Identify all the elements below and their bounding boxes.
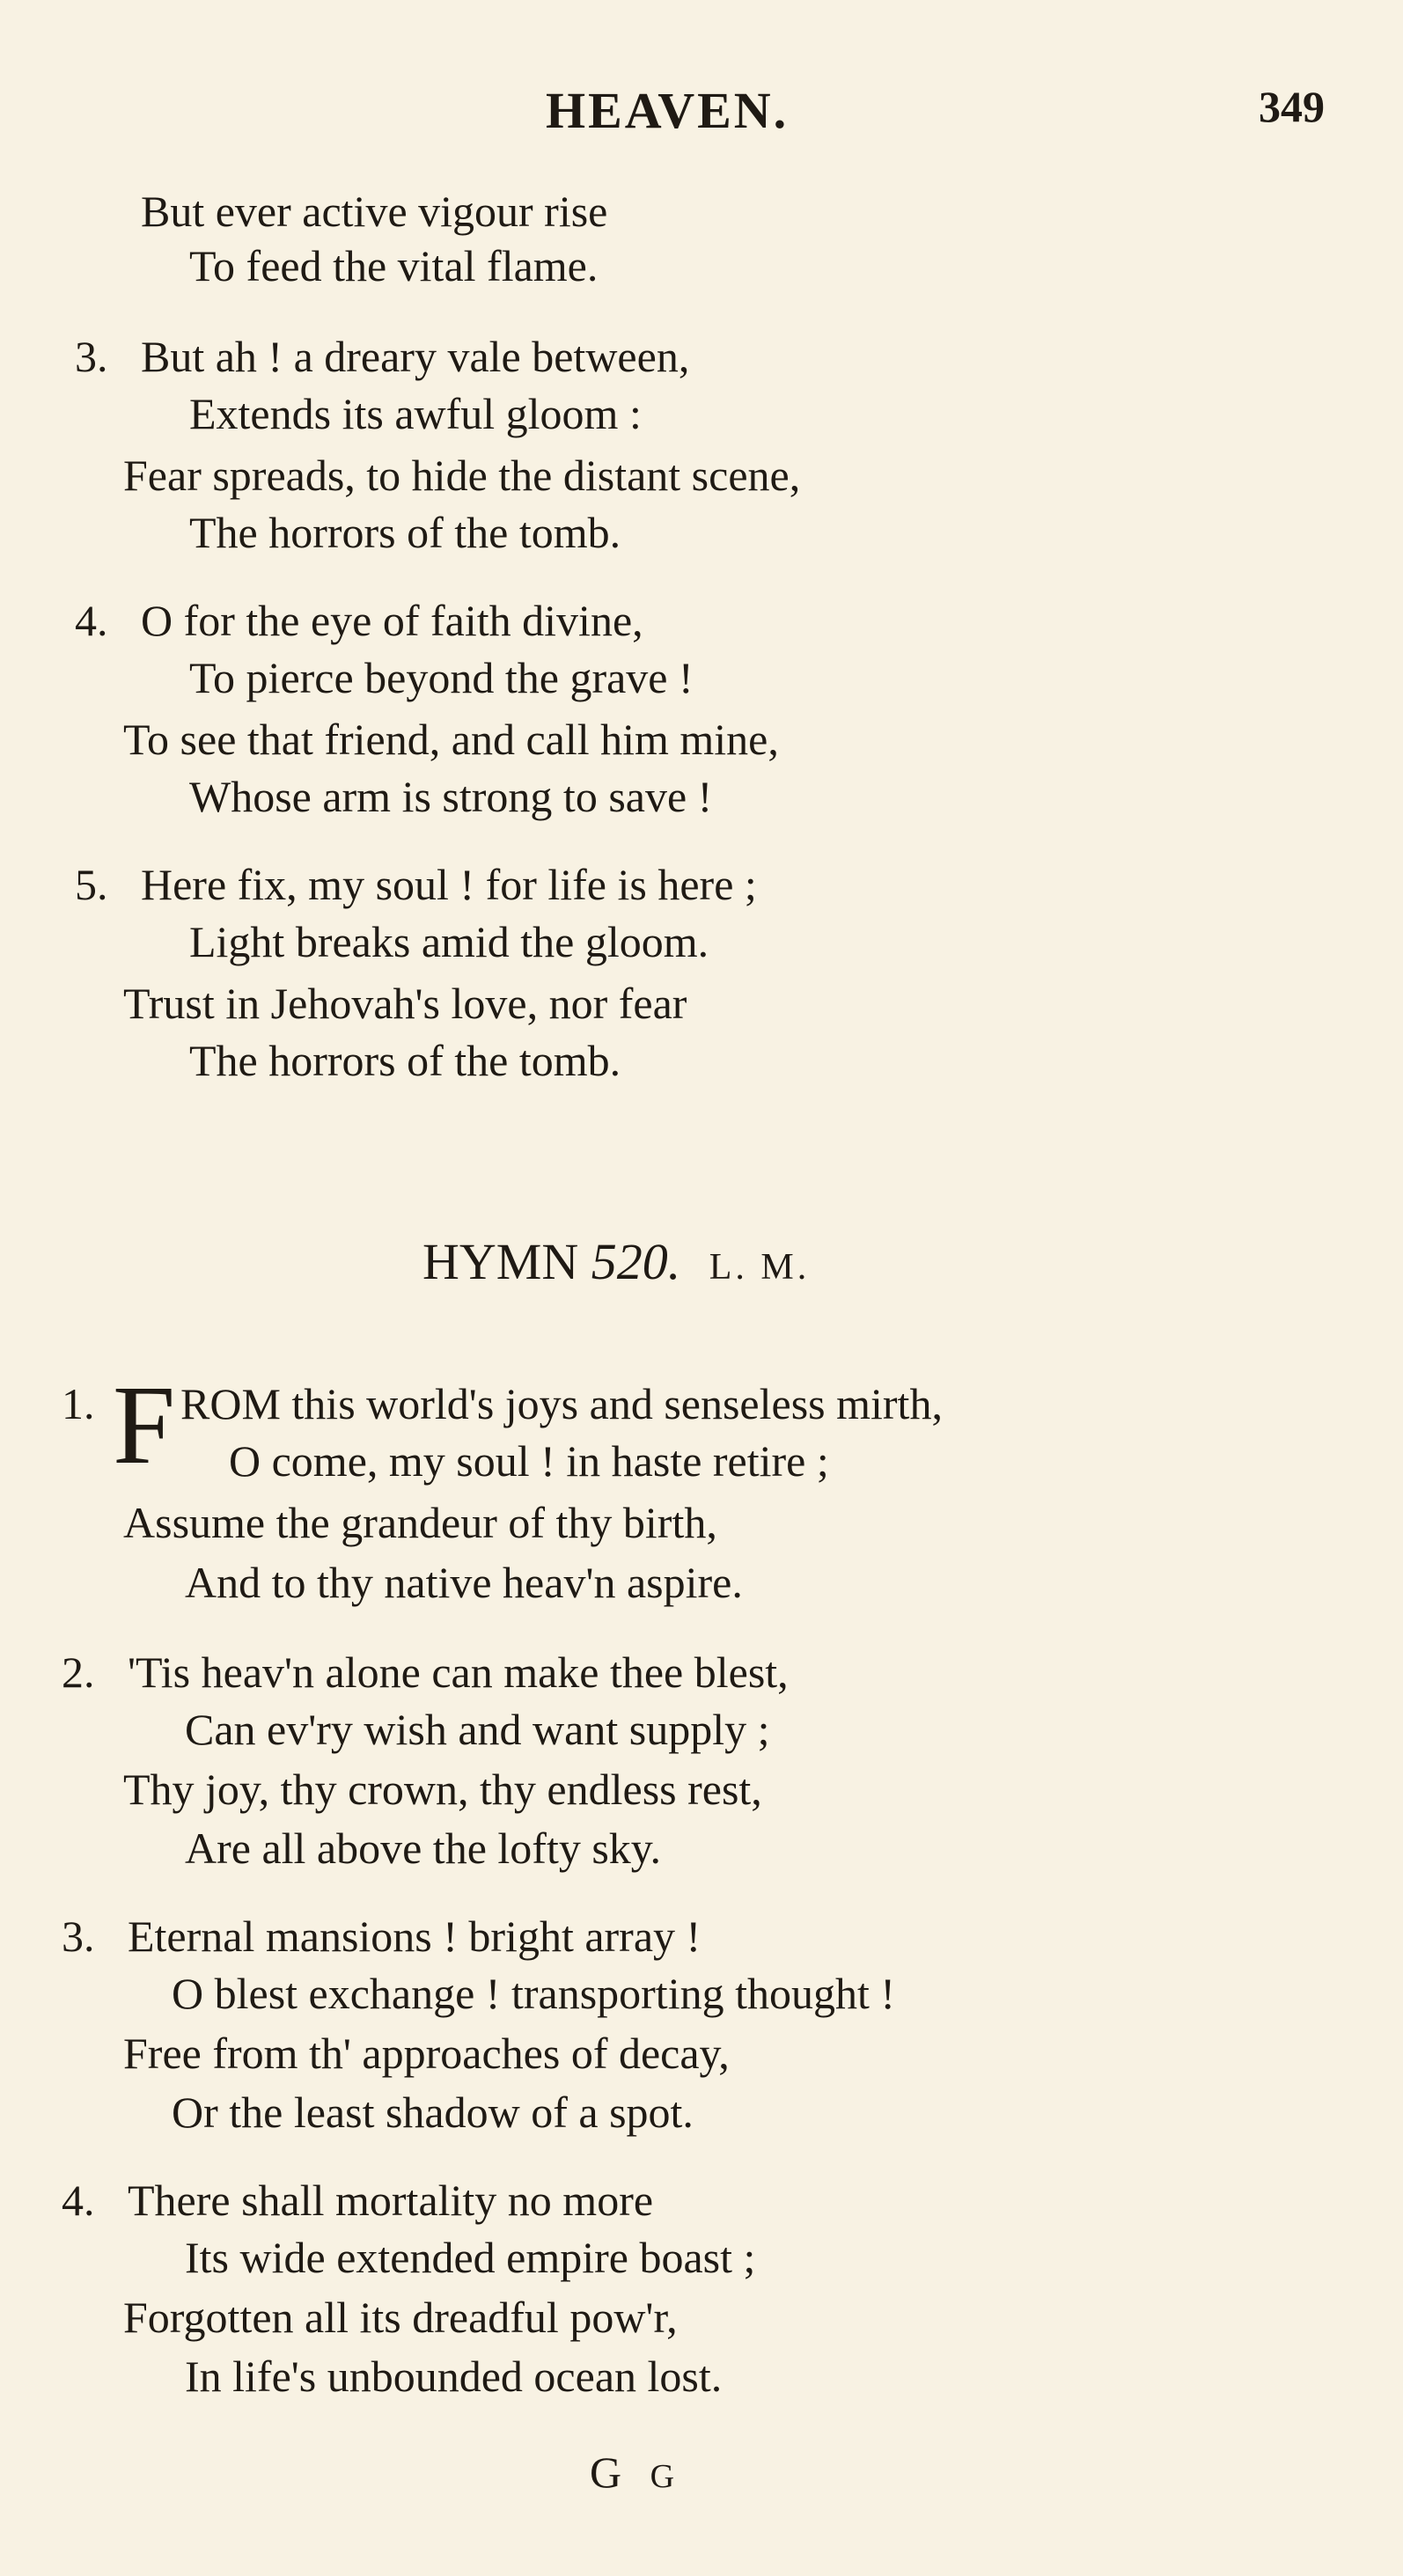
poem-line: The horrors of the tomb. [189,1036,621,1085]
poem-line: 'Tis heav'n alone can make thee blest, [128,1648,789,1697]
poem-line: Light breaks amid the gloom. [189,917,709,966]
signature-mark [590,2447,683,2498]
verse-number: 1. [62,1379,95,1428]
poem-line: Here fix, my soul ! for life is here ; [141,860,757,909]
poem-line: But ever active vigour rise [141,187,608,236]
poem-line: Its wide extended empire boast ; [185,2233,756,2282]
poem-line: O for the eye of faith divine, [141,596,643,645]
signature-small: G [650,2458,684,2495]
hymn-title [422,1232,810,1291]
poem-line: And to thy native heav'n aspire. [185,1558,743,1607]
poem-line: Free from th' approaches of decay, [123,2029,730,2078]
poem-line: To pierce beyond the grave ! [189,653,694,702]
poem-line: Trust in Jehovah's love, nor fear [123,979,687,1028]
poem-line: ROM this world's joys and senseless mirth, [180,1379,943,1428]
poem-line: To feed the vital flame. [189,241,599,290]
poem-line: Forgotten all its dreadful pow'r, [123,2293,678,2342]
signature-main: G [590,2448,631,2497]
poem-line: O come, my soul ! in haste retire ; [229,1436,829,1486]
poem-line: In life's unbounded ocean lost. [185,2352,723,2401]
verse-number: 5. [75,860,108,909]
poem-line: Whose arm is strong to save ! [189,772,713,821]
poem-line: But ah ! a dreary vale between, [141,332,690,381]
poem-line: Or the least shadow of a spot. [172,2088,694,2137]
poem-line: The horrors of the tomb. [189,508,621,557]
poem-line: There shall mortality no more [128,2176,654,2225]
verse-number: 4. [62,2176,95,2225]
running-header: HEAVEN. [546,82,790,139]
poem-line: Can ev'ry wish and want supply ; [185,1705,770,1754]
verse-number: 4. [75,596,108,645]
verse-number: 2. [62,1648,95,1697]
poem-line: Eternal mansions ! bright array ! [128,1912,702,1961]
page-number: 349 [1259,82,1325,131]
hymn-meter: L. M. [709,1247,811,1288]
poem-line: Assume the grandeur of thy birth, [123,1498,717,1547]
verse-number: 3. [75,332,108,381]
verse-number: 3. [62,1912,95,1961]
poem-line: Extends its awful gloom : [189,389,642,438]
poem-line: O blest exchange ! transporting thought ! [172,1969,896,2018]
hymn-number: 520. [591,1233,681,1290]
poem-line: Are all above the lofty sky. [185,1824,662,1873]
poem-line: Fear spreads, to hide the distant scene, [123,451,801,500]
poem-line: Thy joy, thy crown, thy endless rest, [123,1765,762,1814]
drop-cap: F [113,1362,176,1487]
poem-line: To see that friend, and call him mine, [123,715,779,764]
hymn-label: HYMN [422,1233,579,1290]
